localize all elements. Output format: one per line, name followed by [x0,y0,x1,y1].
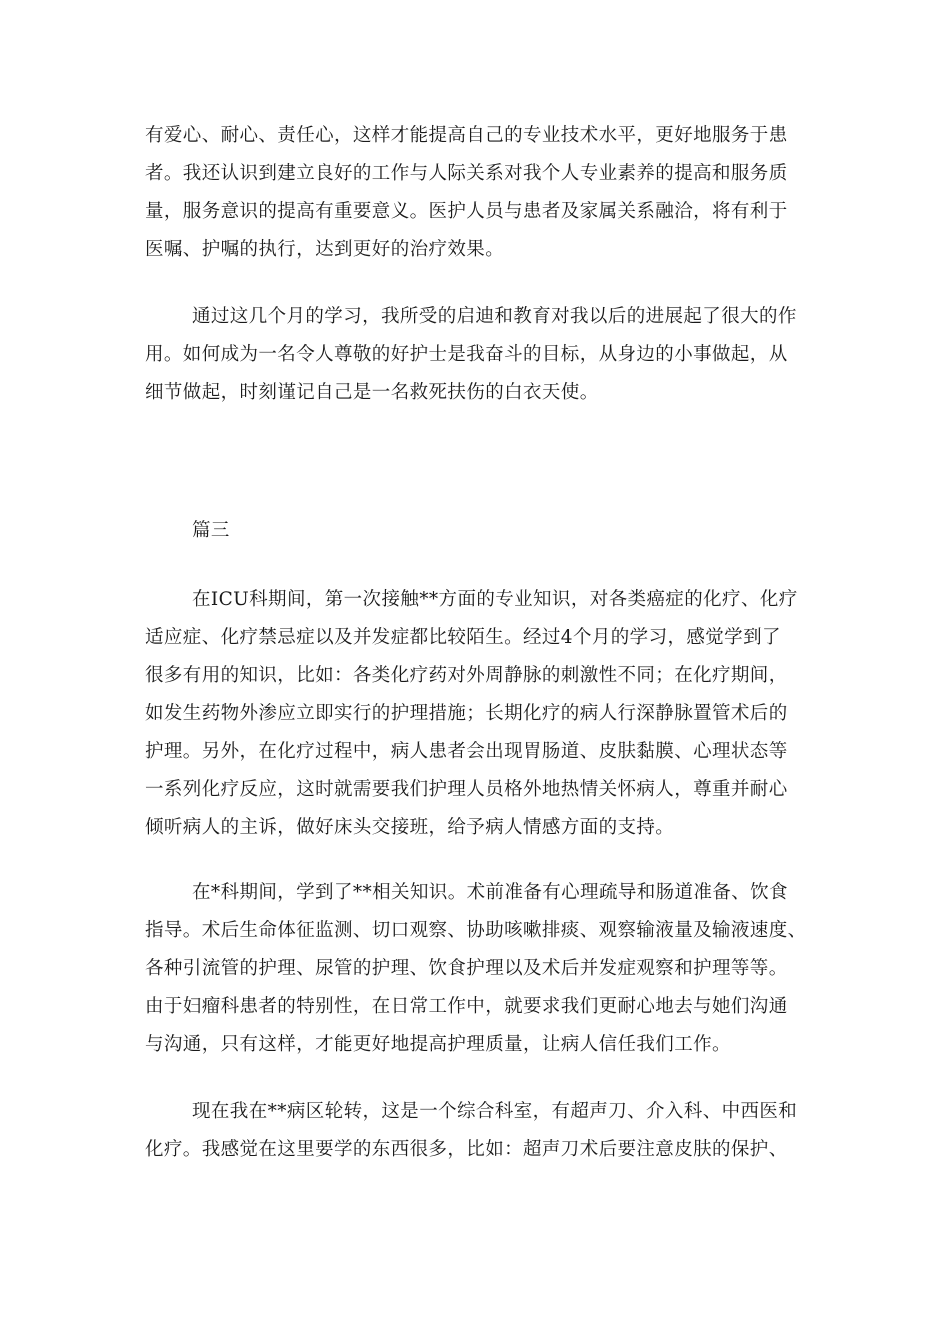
paragraph-1-line-4: 医嘱、护嘱的执行，达到更好的治疗效果。 [145,239,505,260]
paragraph-3-line-5: 护理。另外，在化疗过程中，病人患者会出现胃肠道、皮肤黏膜、心理状态等 [145,741,788,762]
paragraph-1-line-2: 者。我还认识到建立良好的工作与人际关系对我个人专业素养的提高和服务质 [145,163,788,184]
paragraph-1-line-1: 有爱心、耐心、责任心，这样才能提高自己的专业技术水平，更好地服务于患 [145,125,788,146]
paragraph-2-line-1: 通过这几个月的学习，我所受的启迪和教育对我以后的进展起了很大的作 [192,306,797,327]
paragraph-4-line-5: 与沟通，只有这样，才能更好地提高护理质量，让病人信任我们工作。 [145,1034,731,1055]
paragraph-4-line-1: 在*科期间，学到了**相关知识。术前准备有心理疏导和肠道准备、饮食 [192,882,788,903]
paragraph-5-line-1: 现在我在**病区轮转，这是一个综合科室，有超声刀、介入科、中西医和 [192,1101,798,1122]
paragraph-2-line-2: 用。如何成为一名令人尊敬的好护士是我奋斗的目标，从身边的小事做起，从 [145,344,788,365]
paragraph-4-line-3: 各种引流管的护理、尿管的护理、饮食护理以及术后并发症观察和护理等等。 [145,958,788,979]
paragraph-4-line-4: 由于妇瘤科患者的特别性，在日常工作中，就要求我们更耐心地去与她们沟通 [145,996,788,1017]
paragraph-3-line-1: 在ICU科期间，第一次接触**方面的专业知识，对各类癌症的化疗、化疗 [192,589,798,610]
paragraph-5-line-2: 化疗。我感觉在这里要学的东西很多，比如：超声刀术后要注意皮肤的保护、 [145,1139,788,1160]
paragraph-3-line-2: 适应症、化疗禁忌症以及并发症都比较陌生。经过4个月的学习，感觉学到了 [145,627,781,648]
paragraph-3-line-4: 如发生药物外渗应立即实行的护理措施；长期化疗的病人行深静脉置管术后的 [145,703,788,724]
paragraph-3-line-6: 一系列化疗反应，这时就需要我们护理人员格外地热情关怀病人，尊重并耐心 [145,779,788,800]
paragraph-3-line-7: 倾听病人的主诉，做好床头交接班，给予病人情感方面的支持。 [145,817,675,838]
paragraph-2-line-3: 细节做起，时刻谨记自己是一名救死扶伤的白衣天使。 [145,382,599,403]
section-heading: 篇三 [192,520,230,541]
paragraph-3-line-3: 很多有用的知识，比如：各类化疗药对外周静脉的刺激性不同；在化疗期间， [145,665,788,686]
paragraph-4-line-2: 指导。术后生命体征监测、切口观察、协助咳嗽排痰、观察输液量及输液速度、 [145,920,807,941]
paragraph-1-line-3: 量，服务意识的提高有重要意义。医护人员与患者及家属关系融洽，将有利于 [145,201,788,222]
